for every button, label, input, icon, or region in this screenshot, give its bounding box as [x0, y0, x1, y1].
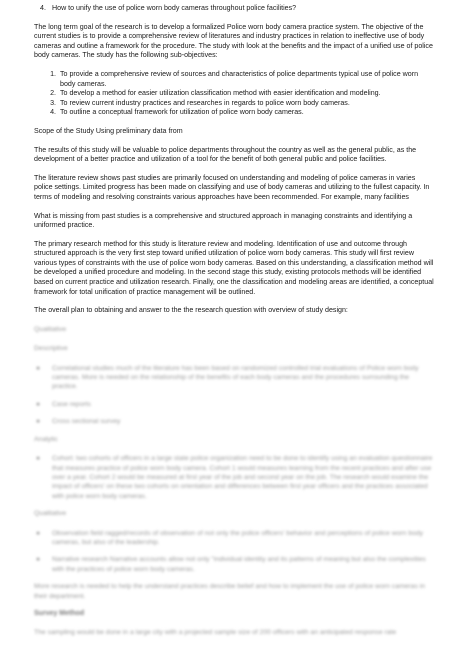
sub-objective-item: 4. To outline a conceptual framework for utilization of police worn body cameras.: [58, 108, 434, 118]
blurred-bullet: [34, 364, 434, 392]
bullet-icon: ●: [36, 418, 41, 426]
blurred-bullet: [34, 417, 434, 426]
bullet-icon: ●: [36, 364, 41, 372]
bullet-icon: ●: [36, 400, 41, 408]
blurred-bullet: [34, 454, 434, 501]
blurred-bullet: [34, 529, 434, 548]
question-item: [40, 4, 434, 14]
question-text: How to unify the use of police worn body cameras throughout police facilities?: [52, 4, 297, 12]
question-number: 4.: [40, 4, 46, 12]
blurred-text: More research is needed to help the understand practices describe belief and how to implement the use of police worn cameras in their department.: [34, 583, 426, 600]
blurred-text: The sampling would be done in a large city with a projected sample size of 200 officers with an anticipated response rate: [34, 629, 397, 637]
literature-paragraph: The literature review shows past studies are primarily focused on understanding and modeling of police cameras in varies police settings. Limited progress has been made on classifying and use of body cameras and utilizing to the fullest capacity. In terms of modeling and resolving constraints various approaches have been recommended. For example, many facilities: [34, 173, 430, 201]
blurred-bullet: [34, 400, 434, 409]
blurred-text: Cohort: two cohorts of officers in a large state police organization need to be done to identify using an evaluation questionnaire that measures practice of police worn body camera. Cohort 1 would measures learning from the recent practices and after use over a year. Cohort 2 would be measured at first year of the job and second year on the job. The research would examine the impact of officers' on these two cohorts on orientation and differences between first year officers and the practices associated with police worn body cameras.: [52, 455, 433, 500]
blurred-heading: Qualitative: [34, 325, 67, 333]
scope-paragraph: Scope of the Study Using preliminary data from: [34, 126, 183, 135]
sub-objective-item: 3. To review current industry practices and researches in regards to police worn body cameras.: [58, 99, 434, 109]
intro-paragraph: The long term goal of the research is to develop a formalized Police worn body camera practice system. The objective of the current studies is to provide a comprehensive review of literatures and industry practices in relation to ineffective use of body cameras and outline a framework for the procedure. The study with look at the benefits and the impact of a unified use of police body cameras. The study has the following sub-objectives:: [34, 22, 433, 60]
blurred-section-heading: Survey Method: [34, 609, 85, 617]
blurred-text: Cross sectional survey: [52, 418, 121, 426]
blurred-text: Observation field ragged/records of observation of not only the police officers' behavior and perceptions of police worn body cameras, but also of the leadership.: [52, 529, 424, 546]
blurred-text: Case reports: [52, 400, 91, 408]
bullet-icon: ●: [36, 529, 41, 537]
sub-objective-item: 2. To develop a method for easier utilization classification method with easier identification and modeling.: [58, 89, 434, 99]
bullet-icon: ●: [36, 556, 41, 564]
sub-objectives-list: [34, 70, 434, 118]
sub-objective-item: 1. To provide a comprehensive review of sources and characteristics of police departments typical use of police worn body cameras.: [58, 70, 434, 89]
results-paragraph: The results of this study will be valuable to police departments throughout the country as well as the general public, as the development of a better practice and utilization of a tool for the benefit of both general public and police facilities.: [34, 145, 417, 164]
plan-paragraph: The overall plan to obtaining and answer to the the research question with overview of study design:: [34, 306, 348, 315]
blurred-text: Narrative research Narrative accounts allow not only "individual identity and its patterns of meaning but also the complexities with the practices of police worn body cameras.: [52, 556, 426, 573]
method-paragraph: The primary research method for this study is literature review and modeling. Identification of use and outcome through structured approach is the very first step toward unified utilization of police worn body cameras. This study will first review various types of constraints with the use of police worn body cameras. Based on this understanding, a classification method will be developed a unified procedure and modeling. In the second stage this study, existing protocols methods will be identified based on current practice and utilization research. Finally, one the classification and modeling areas are identified, a conceptual framework for total unification of practice management will be outlined.: [34, 239, 434, 296]
blurred-preview-section: [34, 325, 434, 638]
blurred-heading: Analytic: [34, 435, 58, 443]
blurred-heading: Qualitative: [34, 510, 67, 518]
blurred-text: Correlational studies much of the literature has been based on randomized controlled trial evaluations of Police worn body cameras. More is needed on the relationship of the benefits of each body cameras and the procedures surrounding the practice.: [52, 364, 419, 391]
bullet-icon: ●: [36, 455, 41, 463]
missing-paragraph: What is missing from past studies is a comprehensive and structured approach in managing constraints and identifying a uniformed practice.: [34, 211, 413, 230]
blurred-heading: Descriptive: [34, 345, 68, 353]
blurred-bullet: [34, 555, 434, 574]
